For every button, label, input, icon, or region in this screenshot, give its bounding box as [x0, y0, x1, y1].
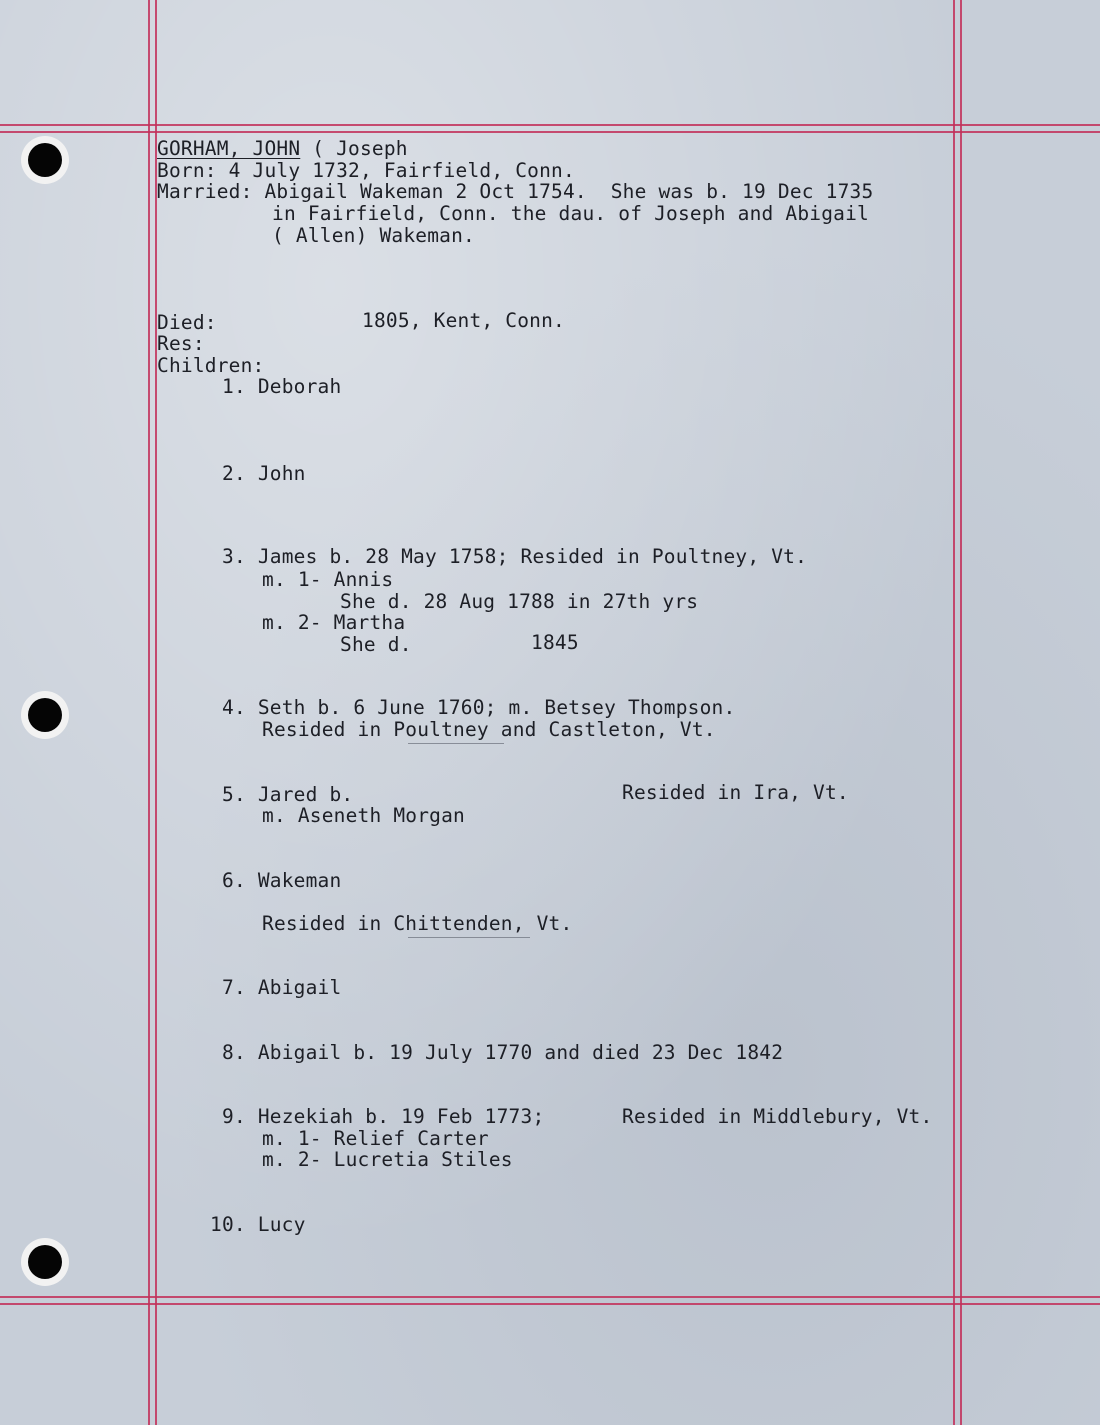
child-3-line-5a: She d. [340, 633, 412, 656]
child-1: 1. Deborah [222, 375, 342, 398]
child-9-line-1b: Resided in Middlebury, Vt. [622, 1105, 933, 1128]
top-margin-line-2 [0, 131, 1100, 133]
left-margin-line-2 [155, 0, 157, 1425]
children-label: Children: [157, 354, 265, 377]
born-line: Born: 4 July 1732, Fairfield, Conn. [157, 159, 575, 182]
child-6-line-2: Resided in Chittenden, Vt. [262, 912, 573, 935]
child-5-line-1b: Resided in Ira, Vt. [622, 781, 849, 804]
child-10: 10. Lucy [210, 1213, 306, 1236]
child-8: 8. Abigail b. 19 July 1770 and died 23 Dec 1842 [222, 1041, 784, 1064]
child-3-line-2: m. 1- Annis [262, 568, 394, 591]
child-4-line-2: Resided in Poultney and Castleton, Vt. [262, 718, 716, 741]
right-margin-line-2 [960, 0, 962, 1425]
child-3-line-4: m. 2- Martha [262, 611, 406, 634]
bottom-margin-line-2 [0, 1303, 1100, 1305]
bottom-margin-line [0, 1296, 1100, 1298]
child-3-line-1: 3. James b. 28 May 1758; Resided in Poultney, Vt. [222, 545, 808, 568]
married-line-3: ( Allen) Wakeman. [272, 224, 475, 247]
child-5-line-1a: 5. Jared b. [222, 783, 354, 806]
married-line-2: in Fairfield, Conn. the dau. of Joseph and Abigail [272, 202, 869, 225]
child-4-line-1: 4. Seth b. 6 June 1760; m. Betsey Thompson. [222, 696, 736, 719]
parent-name: ( Joseph [300, 137, 408, 160]
left-margin-line [148, 0, 150, 1425]
child-2: 2. John [222, 462, 306, 485]
punch-hole-middle [28, 698, 62, 732]
punch-hole-top [28, 143, 62, 177]
right-margin-line [953, 0, 955, 1425]
child-3-line-5b: 1845 [531, 631, 579, 654]
child-9-line-1a: 9. Hezekiah b. 19 Feb 1773; [222, 1105, 545, 1128]
child-9-line-3: m. 2- Lucretia Stiles [262, 1148, 513, 1171]
surname-heading: GORHAM, JOHN [157, 137, 301, 160]
punch-hole-bottom [28, 1245, 62, 1279]
child-3-line-3: She d. 28 Aug 1788 in 27th yrs [340, 590, 699, 613]
child-5-line-2: m. Aseneth Morgan [262, 804, 465, 827]
died-value: 1805, Kent, Conn. [362, 309, 565, 332]
child-9-line-2: m. 1- Relief Carter [262, 1127, 489, 1150]
top-margin-line [0, 124, 1100, 126]
child-7: 7. Abigail [222, 976, 342, 999]
married-line-1: Married: Abigail Wakeman 2 Oct 1754. She was b. 19 Dec 1735 [157, 180, 874, 203]
underline-mark-2 [408, 937, 530, 938]
died-label: Died: [157, 311, 217, 334]
record-heading [157, 138, 408, 160]
child-6-line-1: 6. Wakeman [222, 869, 342, 892]
underline-mark [408, 743, 504, 744]
res-label: Res: [157, 332, 205, 355]
